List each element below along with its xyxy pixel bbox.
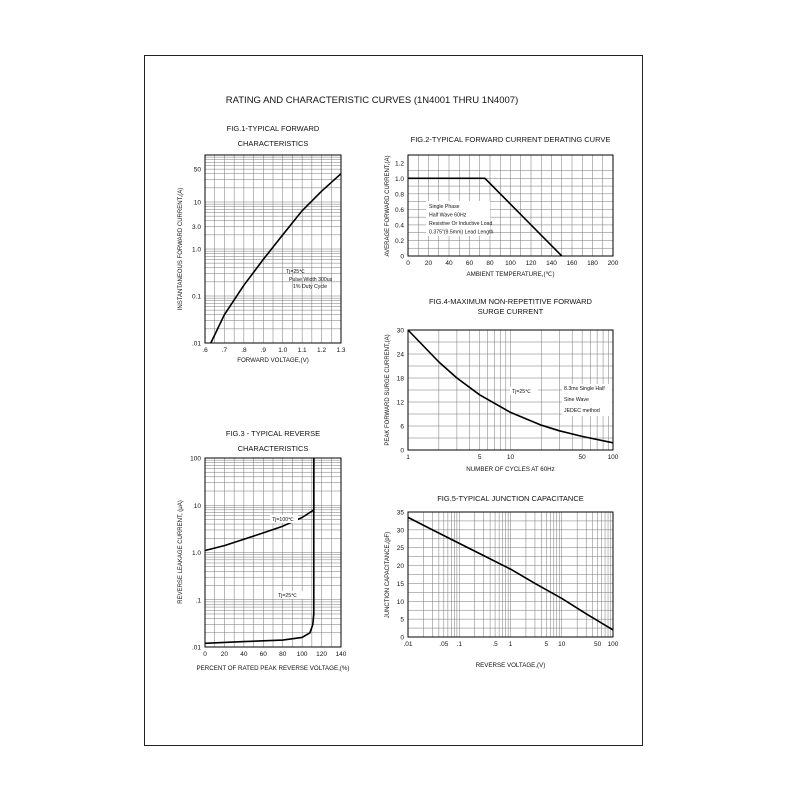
fig3-y-tick-label: 100 [190, 455, 201, 463]
fig4-y-tick-label: 12 [396, 399, 404, 407]
fig5-x-tick-label: .01 [403, 641, 413, 648]
fig2-y-tick-label: 0.4 [394, 222, 404, 230]
fig3-title: FIG.3 - TYPICAL REVERSE [225, 429, 321, 438]
fig5-x-tick-label: 1 [508, 641, 513, 648]
fig3-x-tick-label: 20 [220, 651, 229, 658]
fig2-annotation: Single Phase [429, 204, 460, 210]
fig2-chart [385, 135, 619, 278]
fig4-annotation: Sine Wave [564, 397, 589, 403]
fig5-chart [385, 494, 619, 669]
fig4-xlabel: NUMBER OF CYCLES AT 60Hz [466, 466, 555, 473]
fig5-y-tick-label: 35 [396, 509, 404, 517]
fig3-x-tick-label: 60 [259, 651, 267, 658]
fig2-annotation: Resistive Or Inductive Load [429, 221, 493, 227]
fig3-y-tick-label: .1 [195, 597, 201, 605]
fig2-y-tick-label: 0 [400, 253, 404, 261]
fig5-y-tick-label: 15 [396, 580, 404, 588]
fig2-x-tick-label: 60 [465, 260, 474, 267]
fig1-subtitle: CHARACTERISTICS [237, 139, 309, 148]
fig1-annotation: Pulse Width 300us [289, 277, 333, 283]
fig2-x-tick-label: 120 [525, 260, 537, 267]
fig5-x-tick-label: 5 [544, 641, 549, 648]
fig1-y-tick-label: 1.0 [191, 246, 201, 254]
fig4-annotation: 8.3ms Single Half [564, 386, 605, 392]
fig2-xlabel: AMBIENT TEMPERATURE,(℃) [466, 271, 555, 278]
fig1-chart [178, 124, 346, 364]
fig2-y-tick-label: 0.8 [394, 191, 404, 199]
fig2-x-tick-label: 180 [587, 260, 598, 267]
fig5-x-tick-label: .05 [439, 641, 449, 648]
fig1-x-tick-label: .9 [260, 347, 266, 354]
fig2-x-tick-label: 0 [406, 260, 410, 267]
fig1-grid [205, 155, 341, 343]
fig3-x-tick-label: 120 [316, 651, 328, 658]
fig2-x-tick-label: 140 [546, 260, 557, 267]
fig3-grid [205, 458, 341, 647]
fig1-y-tick-label: 50 [193, 166, 201, 174]
fig1-x-tick-label: 1.0 [278, 347, 288, 354]
fig5-y-tick-label: 20 [396, 563, 404, 571]
fig5-x-tick-label: .5 [492, 641, 498, 648]
fig1-y-tick-label: .01 [191, 340, 201, 348]
fig5-y-tick-label: 30 [396, 527, 404, 535]
fig3-series-line [205, 458, 314, 551]
fig5-y-tick-label: 10 [396, 598, 404, 606]
fig3-y-tick-label: 10 [193, 502, 201, 510]
fig2-ylabel: AVERAGE FORWARD CURRENT,(A) [385, 155, 391, 257]
fig2-annotation: 0.375"(9.5mm) Lead Length [429, 229, 494, 236]
fig1-y-tick-label: 10 [193, 199, 201, 207]
fig4-chart [385, 297, 619, 473]
fig2-x-tick-label: 200 [607, 260, 619, 267]
fig5-x-tick-label: 10 [558, 641, 566, 648]
fig3-y-tick-label: .01 [191, 644, 201, 652]
fig5-y-tick-label: 5 [400, 616, 404, 624]
fig4-x-tick-label: 50 [578, 454, 586, 461]
fig5-grid [408, 512, 613, 637]
fig5-x-tick-label: 100 [607, 641, 619, 648]
fig2-x-tick-label: 160 [566, 260, 578, 267]
fig3-ylabel: REVERSE LEAKAGE CURRENT, (μA) [178, 500, 184, 604]
fig2-x-tick-label: 80 [486, 260, 494, 267]
fig4-annotation: Tj=25℃ [512, 389, 531, 395]
fig1-title: FIG.1-TYPICAL FORWARD [226, 124, 320, 133]
fig3-chart [178, 429, 349, 672]
fig1-x-tick-label: .6 [202, 347, 208, 354]
fig3-x-tick-label: 140 [335, 651, 347, 658]
fig3-series-line [205, 458, 314, 643]
page-title: RATING AND CHARACTERISTIC CURVES (1N4001 THRU 1N4007) [225, 95, 519, 106]
fig4-x-tick-label: 5 [477, 454, 482, 461]
fig1-annotation: 1% Duty Cycle [293, 284, 328, 290]
fig4-subtitle: SURGE CURRENT [477, 307, 544, 316]
fig4-x-tick-label: 100 [607, 454, 619, 461]
fig3-xlabel: PERCENT OF RATED PEAK REVERSE VOLTAGE,(%) [196, 665, 350, 672]
fig4-y-tick-label: 6 [400, 423, 404, 431]
fig4-annotation: JEDEC method [564, 408, 600, 414]
fig5-ylabel: JUNCTION CAPACITANCE,(pF) [385, 531, 391, 619]
fig3-subtitle: CHARACTERISTICS [237, 444, 309, 453]
fig2-y-tick-label: 0.6 [394, 206, 404, 214]
fig4-y-tick-label: 18 [396, 375, 404, 383]
fig4-ylabel: PEAK FORWARD SURGE CURRENT,(A) [385, 334, 391, 446]
fig2-y-tick-label: 1.0 [394, 175, 404, 183]
fig2-annotation: Half Wave 60Hz [429, 212, 467, 219]
fig1-y-tick-label: 0.1 [191, 293, 201, 301]
fig3-series-name: Tj=25℃ [278, 593, 297, 599]
fig2-x-tick-label: 100 [505, 260, 516, 267]
fig3-y-tick-label: 1.0 [191, 550, 201, 557]
fig3-x-tick-label: 40 [240, 651, 248, 658]
fig5-title: FIG.5-TYPICAL JUNCTION CAPACITANCE [437, 494, 584, 503]
fig2-x-tick-label: 20 [424, 260, 433, 267]
fig1-ylabel: INSTANTANEOUS FORWARD CURRENT,(A) [178, 187, 184, 311]
fig3-x-tick-label: 0 [203, 651, 207, 658]
fig1-x-tick-label: 1.3 [336, 347, 346, 354]
fig5-y-tick-label: 0 [400, 634, 404, 642]
fig4-x-tick-label: 10 [506, 454, 515, 461]
fig5-y-tick-label: 25 [396, 545, 404, 553]
fig1-annotation: Tj=25℃ [286, 269, 305, 275]
fig2-y-tick-label: 1.2 [394, 160, 404, 168]
fig2-y-tick-label: 0.2 [394, 237, 404, 245]
fig2-title: FIG.2-TYPICAL FORWARD CURRENT DERATING CURVE [410, 135, 611, 144]
fig3-x-tick-label: 100 [296, 651, 308, 658]
fig4-y-tick-label: 30 [396, 327, 404, 335]
fig1-xlabel: FORWARD VOLTAGE,(V) [237, 357, 309, 364]
fig1-x-tick-label: .7 [221, 347, 228, 354]
fig1-x-tick-label: .8 [241, 347, 247, 354]
fig5-x-tick-label: .1 [456, 641, 462, 648]
fig4-y-tick-label: 0 [400, 447, 404, 455]
fig5-x-tick-label: 50 [593, 641, 602, 648]
fig4-title: FIG.4-MAXIMUM NON-REPETITIVE FORWARD [429, 297, 592, 306]
fig2-x-tick-label: 40 [445, 260, 453, 267]
fig1-y-tick-label: 3.0 [191, 224, 201, 232]
fig1-x-tick-label: 1.2 [317, 347, 327, 354]
fig3-series-name: Tj=100℃ [272, 517, 294, 523]
fig5-xlabel: REVERSE VOLTAGE,(V) [475, 662, 546, 669]
fig3-x-tick-label: 80 [279, 651, 287, 658]
fig4-x-tick-label: 1 [406, 454, 410, 461]
fig4-y-tick-label: 24 [396, 351, 404, 359]
fig1-x-tick-label: 1.1 [297, 347, 307, 354]
